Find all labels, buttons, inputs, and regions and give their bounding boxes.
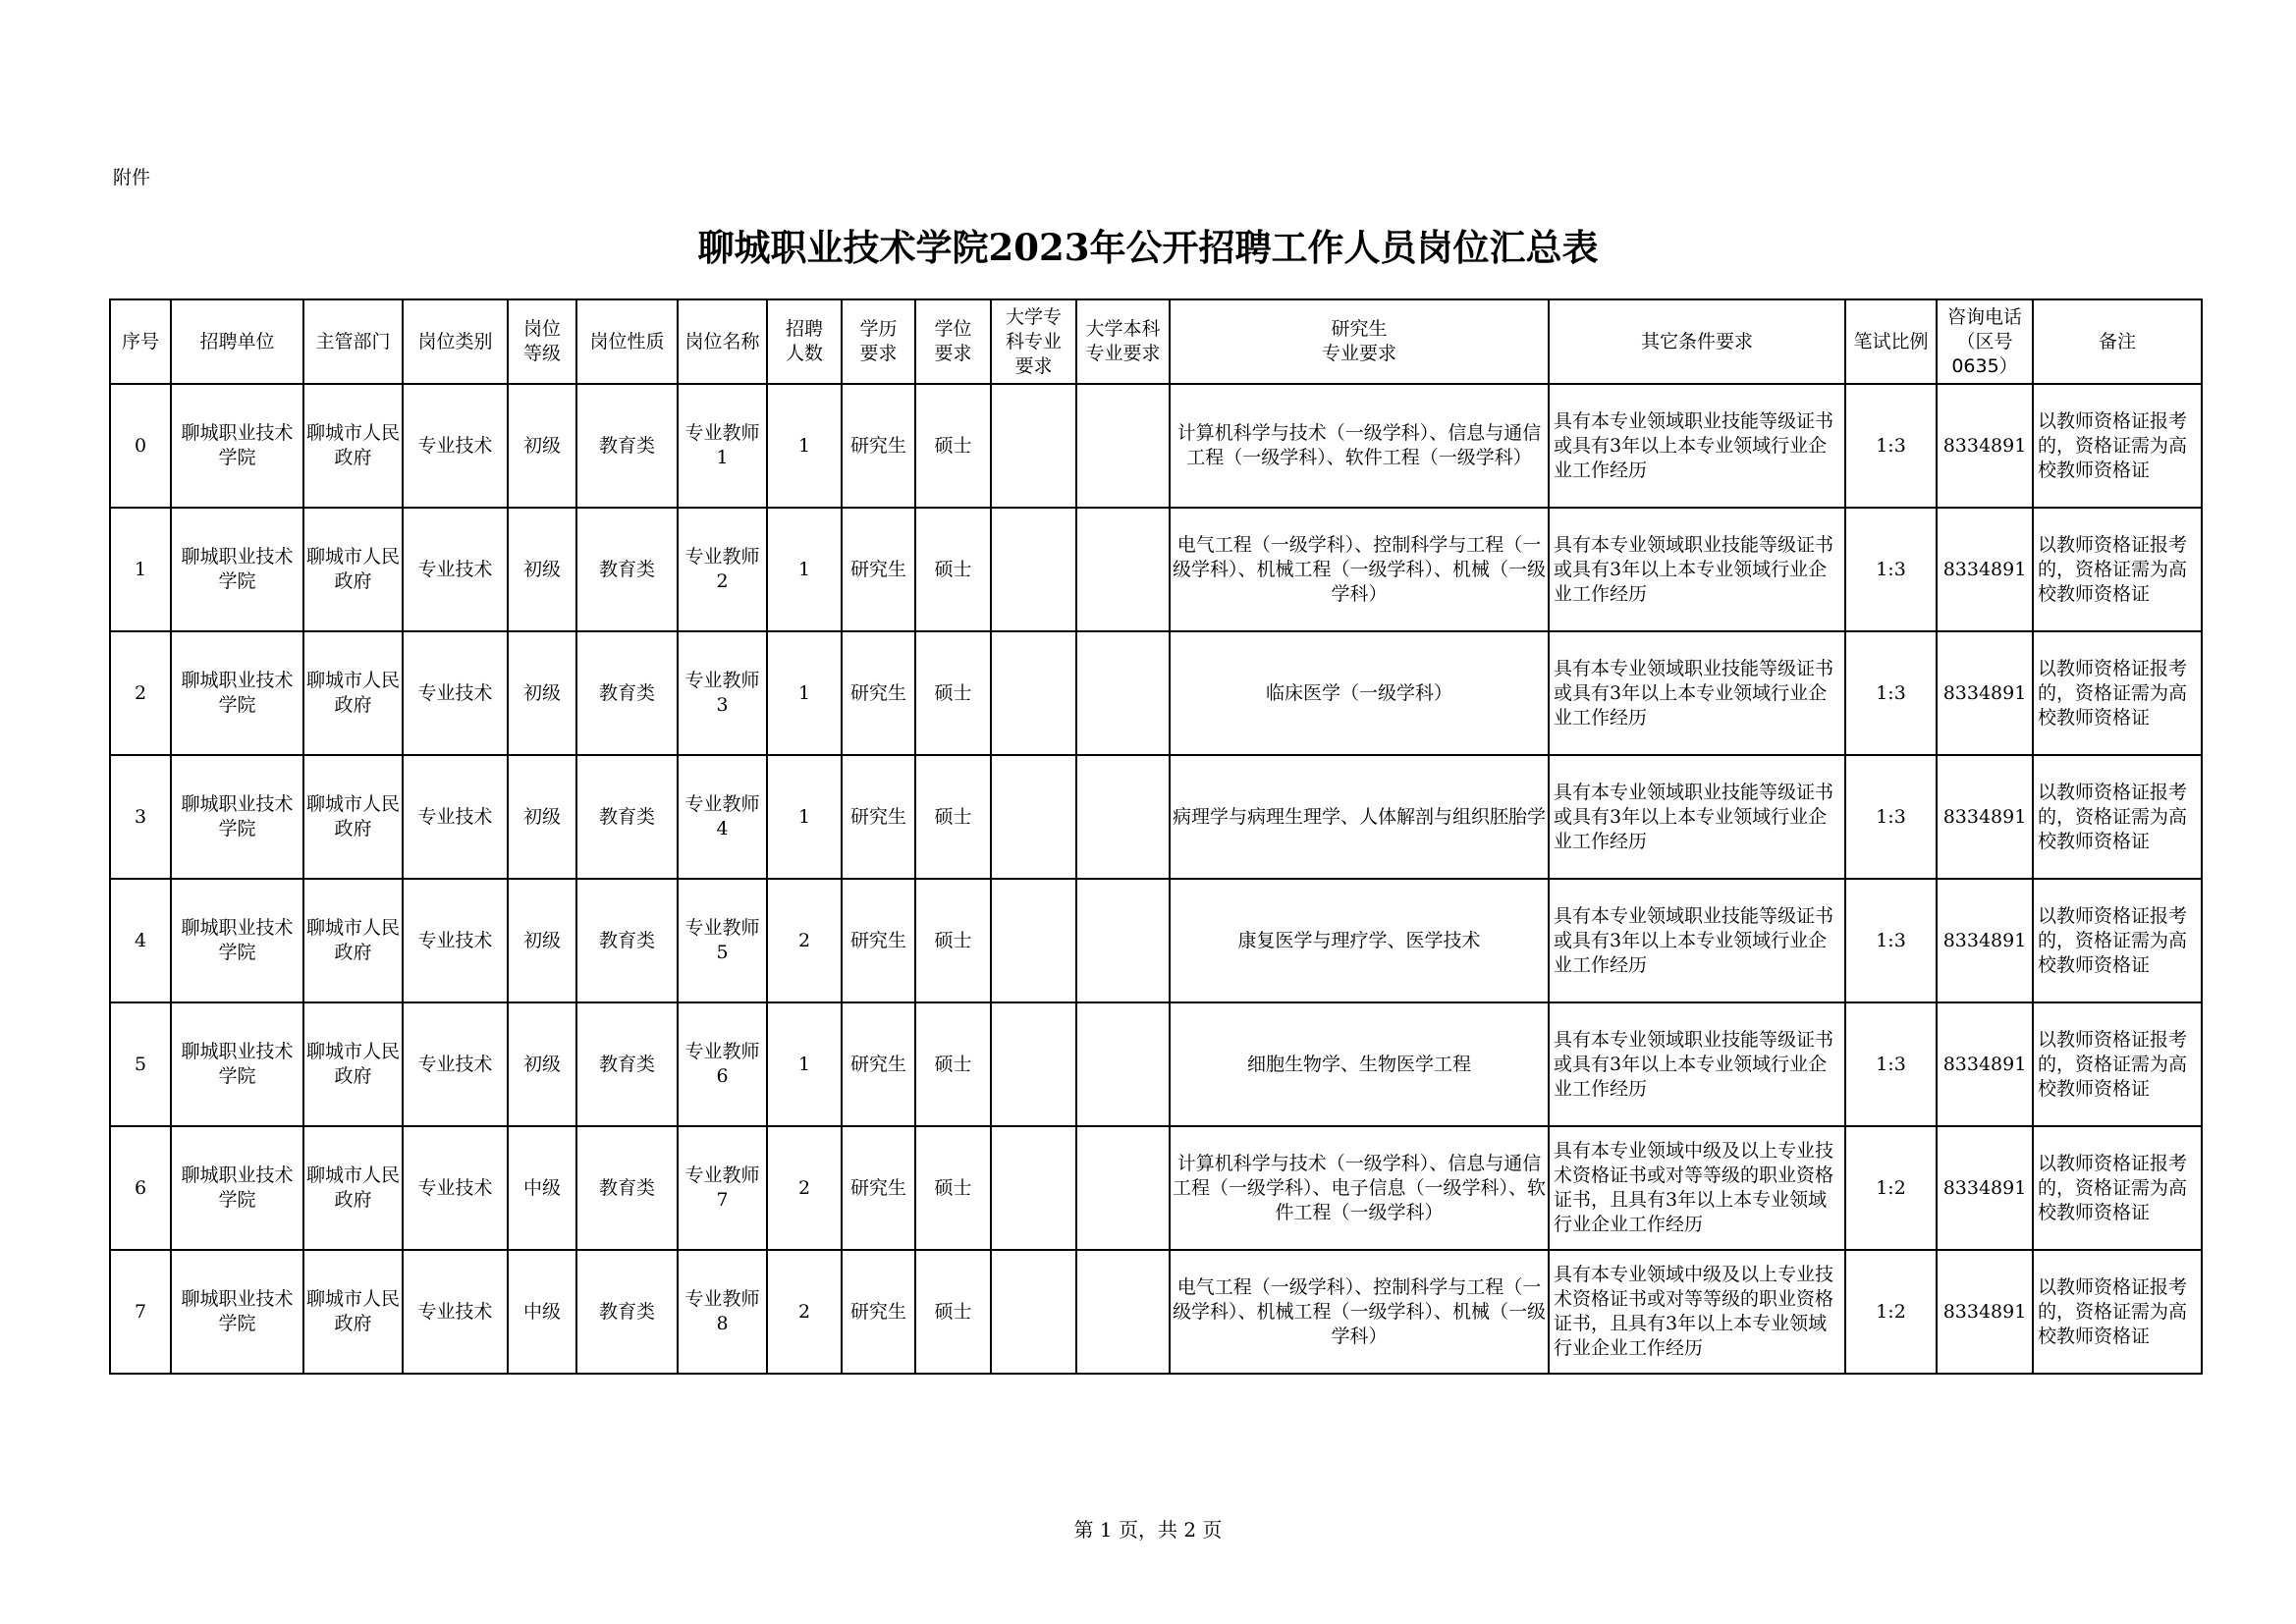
cell-degree: 硕士: [915, 755, 991, 879]
cell-category: 专业技术: [403, 879, 508, 1002]
cell-bachelor-major: [1076, 1250, 1170, 1374]
cell-remark: 以教师资格证报考的，资格证需为高校教师资格证: [2033, 1250, 2202, 1374]
cell-bachelor-major: [1076, 631, 1170, 755]
column-header: 岗位 等级: [508, 299, 576, 384]
cell-level: 初级: [508, 1002, 576, 1126]
table-row: [110, 755, 2202, 879]
cell-count: 2: [767, 1250, 842, 1374]
cell-other: 具有本专业领域职业技能等级证书或具有3年以上本专业领域行业企业工作经历: [1549, 508, 1845, 631]
cell-education: 研究生: [842, 508, 915, 631]
cell-grad-major: 病理学与病理生理学、人体解剖与组织胚胎学: [1170, 755, 1549, 879]
table-row: [110, 1002, 2202, 1126]
cell-degree: 硕士: [915, 1250, 991, 1374]
cell-dept: 聊城市人民政府: [303, 1126, 403, 1250]
cell-category: 专业技术: [403, 1250, 508, 1374]
attachment-label: 附件: [113, 167, 151, 189]
cell-grad-major: 康复医学与理疗学、医学技术: [1170, 879, 1549, 1002]
column-header: 其它条件要求: [1549, 299, 1845, 384]
table-row: [110, 879, 2202, 1002]
table-row: [110, 508, 2202, 631]
cell-junior-major: [991, 1250, 1076, 1374]
cell-unit: 聊城职业技术学院: [171, 1002, 303, 1126]
cell-unit: 聊城职业技术学院: [171, 508, 303, 631]
cell-bachelor-major: [1076, 1126, 1170, 1250]
cell-bachelor-major: [1076, 1002, 1170, 1126]
cell-other: 具有本专业领域职业技能等级证书或具有3年以上本专业领域行业企业工作经历: [1549, 631, 1845, 755]
cell-nature: 教育类: [576, 1002, 678, 1126]
cell-post: 专业教师7: [678, 1126, 767, 1250]
cell-phone: 8334891: [1937, 755, 2033, 879]
cell-category: 专业技术: [403, 508, 508, 631]
cell-post: 专业教师8: [678, 1250, 767, 1374]
cell-post: 专业教师3: [678, 631, 767, 755]
cell-nature: 教育类: [576, 631, 678, 755]
cell-phone: 8334891: [1937, 508, 2033, 631]
cell-remark: 以教师资格证报考的，资格证需为高校教师资格证: [2033, 879, 2202, 1002]
cell-no: 1: [110, 508, 171, 631]
cell-grad-major: 细胞生物学、生物医学工程: [1170, 1002, 1549, 1126]
cell-grad-major: 计算机科学与技术（一级学科）、信息与通信工程（一级学科）、软件工程（一级学科）: [1170, 384, 1549, 508]
cell-dept: 聊城市人民政府: [303, 631, 403, 755]
cell-junior-major: [991, 384, 1076, 508]
cell-category: 专业技术: [403, 1126, 508, 1250]
cell-education: 研究生: [842, 384, 915, 508]
page-title: 聊城职业技术学院2023年公开招聘工作人员岗位汇总表: [697, 226, 1599, 269]
cell-nature: 教育类: [576, 508, 678, 631]
cell-education: 研究生: [842, 1002, 915, 1126]
cell-grad-major: 电气工程（一级学科）、控制科学与工程（一级学科）、机械工程（一级学科）、机械（一级学科）: [1170, 508, 1549, 631]
cell-ratio: 1:3: [1845, 508, 1937, 631]
table-row: [110, 631, 2202, 755]
column-header: 大学本科 专业要求: [1076, 299, 1170, 384]
cell-education: 研究生: [842, 755, 915, 879]
cell-education: 研究生: [842, 631, 915, 755]
cell-bachelor-major: [1076, 755, 1170, 879]
cell-other: 具有本专业领域职业技能等级证书或具有3年以上本专业领域行业企业工作经历: [1549, 879, 1845, 1002]
cell-count: 1: [767, 508, 842, 631]
column-header: 笔试比例: [1845, 299, 1937, 384]
column-header: 大学专 科专业 要求: [991, 299, 1076, 384]
cell-nature: 教育类: [576, 879, 678, 1002]
cell-other: 具有本专业领域中级及以上专业技术资格证书或对等等级的职业资格证书，且具有3年以上本专业领域行业企业工作经历: [1549, 1126, 1845, 1250]
recruitment-table: [109, 298, 2203, 1375]
cell-bachelor-major: [1076, 879, 1170, 1002]
column-header: 备注: [2033, 299, 2202, 384]
cell-post: 专业教师1: [678, 384, 767, 508]
cell-dept: 聊城市人民政府: [303, 1250, 403, 1374]
cell-junior-major: [991, 508, 1076, 631]
table-row: [110, 384, 2202, 508]
cell-phone: 8334891: [1937, 384, 2033, 508]
cell-remark: 以教师资格证报考的，资格证需为高校教师资格证: [2033, 508, 2202, 631]
cell-no: 5: [110, 1002, 171, 1126]
cell-other: 具有本专业领域职业技能等级证书或具有3年以上本专业领域行业企业工作经历: [1549, 384, 1845, 508]
cell-post: 专业教师5: [678, 879, 767, 1002]
cell-junior-major: [991, 1002, 1076, 1126]
cell-junior-major: [991, 755, 1076, 879]
cell-level: 中级: [508, 1250, 576, 1374]
cell-grad-major: 计算机科学与技术（一级学科）、信息与通信工程（一级学科）、电子信息（一级学科）、软件工程（一级学科）: [1170, 1126, 1549, 1250]
cell-ratio: 1:3: [1845, 755, 1937, 879]
cell-category: 专业技术: [403, 631, 508, 755]
cell-other: 具有本专业领域中级及以上专业技术资格证书或对等等级的职业资格证书，且具有3年以上本专业领域行业企业工作经历: [1549, 1250, 1845, 1374]
table-row: [110, 1250, 2202, 1374]
cell-dept: 聊城市人民政府: [303, 384, 403, 508]
column-header: 研究生 专业要求: [1170, 299, 1549, 384]
cell-dept: 聊城市人民政府: [303, 1002, 403, 1126]
cell-level: 初级: [508, 879, 576, 1002]
cell-education: 研究生: [842, 1250, 915, 1374]
cell-phone: 8334891: [1937, 1250, 2033, 1374]
cell-degree: 硕士: [915, 384, 991, 508]
cell-count: 1: [767, 1002, 842, 1126]
cell-dept: 聊城市人民政府: [303, 879, 403, 1002]
cell-ratio: 1:3: [1845, 1002, 1937, 1126]
cell-remark: 以教师资格证报考的，资格证需为高校教师资格证: [2033, 1126, 2202, 1250]
cell-count: 1: [767, 631, 842, 755]
cell-junior-major: [991, 879, 1076, 1002]
cell-no: 3: [110, 755, 171, 879]
column-header: 岗位性质: [576, 299, 678, 384]
cell-degree: 硕士: [915, 508, 991, 631]
cell-unit: 聊城职业技术学院: [171, 384, 303, 508]
column-header: 岗位类别: [403, 299, 508, 384]
cell-nature: 教育类: [576, 1126, 678, 1250]
table-body: [110, 384, 2202, 1374]
cell-level: 中级: [508, 1126, 576, 1250]
cell-education: 研究生: [842, 1126, 915, 1250]
cell-ratio: 1:2: [1845, 1250, 1937, 1374]
cell-phone: 8334891: [1937, 631, 2033, 755]
cell-post: 专业教师2: [678, 508, 767, 631]
cell-remark: 以教师资格证报考的，资格证需为高校教师资格证: [2033, 755, 2202, 879]
cell-remark: 以教师资格证报考的，资格证需为高校教师资格证: [2033, 631, 2202, 755]
column-header: 主管部门: [303, 299, 403, 384]
cell-remark: 以教师资格证报考的，资格证需为高校教师资格证: [2033, 384, 2202, 508]
cell-no: 7: [110, 1250, 171, 1374]
cell-dept: 聊城市人民政府: [303, 755, 403, 879]
column-header: 序号: [110, 299, 171, 384]
cell-other: 具有本专业领域职业技能等级证书或具有3年以上本专业领域行业企业工作经历: [1549, 755, 1845, 879]
cell-count: 2: [767, 1126, 842, 1250]
cell-post: 专业教师6: [678, 1002, 767, 1126]
cell-no: 6: [110, 1126, 171, 1250]
cell-no: 0: [110, 384, 171, 508]
column-header: 招聘 人数: [767, 299, 842, 384]
cell-count: 2: [767, 879, 842, 1002]
cell-degree: 硕士: [915, 879, 991, 1002]
cell-degree: 硕士: [915, 1002, 991, 1126]
table-row: [110, 1126, 2202, 1250]
cell-degree: 硕士: [915, 1126, 991, 1250]
cell-phone: 8334891: [1937, 879, 2033, 1002]
cell-phone: 8334891: [1937, 1126, 2033, 1250]
cell-category: 专业技术: [403, 384, 508, 508]
cell-grad-major: 电气工程（一级学科）、控制科学与工程（一级学科）、机械工程（一级学科）、机械（一级学科）: [1170, 1250, 1549, 1374]
cell-junior-major: [991, 631, 1076, 755]
cell-category: 专业技术: [403, 755, 508, 879]
cell-level: 初级: [508, 755, 576, 879]
cell-category: 专业技术: [403, 1002, 508, 1126]
cell-level: 初级: [508, 631, 576, 755]
column-header: 咨询电话 （区号 0635）: [1937, 299, 2033, 384]
cell-no: 2: [110, 631, 171, 755]
cell-count: 1: [767, 384, 842, 508]
cell-bachelor-major: [1076, 384, 1170, 508]
cell-bachelor-major: [1076, 508, 1170, 631]
cell-no: 4: [110, 879, 171, 1002]
cell-phone: 8334891: [1937, 1002, 2033, 1126]
cell-unit: 聊城职业技术学院: [171, 1126, 303, 1250]
cell-other: 具有本专业领域职业技能等级证书或具有3年以上本专业领域行业企业工作经历: [1549, 1002, 1845, 1126]
column-header: 招聘单位: [171, 299, 303, 384]
cell-ratio: 1:3: [1845, 384, 1937, 508]
cell-unit: 聊城职业技术学院: [171, 879, 303, 1002]
cell-dept: 聊城市人民政府: [303, 508, 403, 631]
column-header: 学位 要求: [915, 299, 991, 384]
cell-nature: 教育类: [576, 755, 678, 879]
cell-level: 初级: [508, 508, 576, 631]
cell-level: 初级: [508, 384, 576, 508]
cell-count: 1: [767, 755, 842, 879]
cell-junior-major: [991, 1126, 1076, 1250]
table-header-row: [110, 299, 2202, 384]
cell-post: 专业教师4: [678, 755, 767, 879]
cell-nature: 教育类: [576, 1250, 678, 1374]
cell-grad-major: 临床医学（一级学科）: [1170, 631, 1549, 755]
cell-ratio: 1:3: [1845, 879, 1937, 1002]
column-header: 学历 要求: [842, 299, 915, 384]
cell-unit: 聊城职业技术学院: [171, 1250, 303, 1374]
cell-unit: 聊城职业技术学院: [171, 755, 303, 879]
cell-degree: 硕士: [915, 631, 991, 755]
cell-unit: 聊城职业技术学院: [171, 631, 303, 755]
page-footer: 第 1 页，共 2 页: [1073, 1518, 1223, 1542]
cell-ratio: 1:2: [1845, 1126, 1937, 1250]
cell-remark: 以教师资格证报考的，资格证需为高校教师资格证: [2033, 1002, 2202, 1126]
column-header: 岗位名称: [678, 299, 767, 384]
cell-ratio: 1:3: [1845, 631, 1937, 755]
cell-education: 研究生: [842, 879, 915, 1002]
cell-nature: 教育类: [576, 384, 678, 508]
